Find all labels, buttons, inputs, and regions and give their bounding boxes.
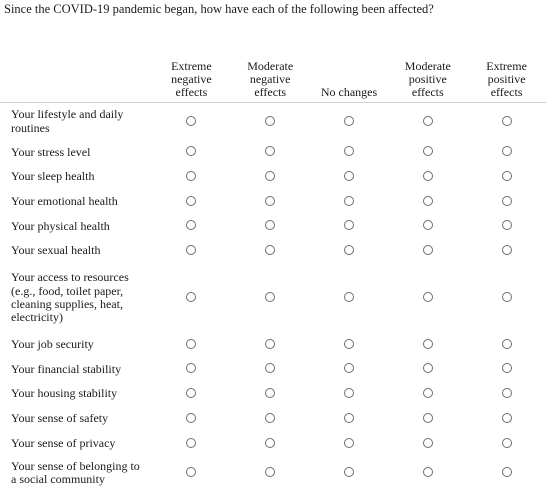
radio-cell [231,239,310,264]
column-header-extreme-positive: Extreme positive effects [467,48,546,103]
radio-cell [388,456,467,491]
radio-cell [310,189,389,214]
radio-extreme-negative[interactable] [186,171,196,181]
radio-extreme-positive[interactable] [502,196,512,206]
radio-cell [388,431,467,456]
radio-no-changes[interactable] [344,171,354,181]
radio-cell [310,263,389,332]
matrix-row [0,189,546,214]
radio-no-changes[interactable] [344,245,354,255]
radio-extreme-negative[interactable] [186,339,196,349]
matrix-row [0,165,546,190]
radio-no-changes[interactable] [344,413,354,423]
radio-cell [467,214,546,239]
radio-extreme-positive[interactable] [502,146,512,156]
radio-extreme-positive[interactable] [502,339,512,349]
matrix-rows [0,103,546,491]
radio-no-changes[interactable] [344,438,354,448]
radio-extreme-negative[interactable] [186,292,196,302]
row-label: Your job security [11,337,94,352]
radio-extreme-positive[interactable] [502,388,512,398]
row-label-header [0,48,152,103]
radio-moderate-negative[interactable] [265,388,275,398]
radio-cell [388,382,467,407]
radio-extreme-positive[interactable] [502,245,512,255]
radio-cell [152,263,231,332]
radio-extreme-negative[interactable] [186,245,196,255]
radio-moderate-positive[interactable] [423,413,433,423]
radio-cell [388,214,467,239]
radio-moderate-positive[interactable] [423,292,433,302]
row-label: Your sexual health [11,243,101,258]
radio-cell [231,382,310,407]
radio-no-changes[interactable] [344,220,354,230]
radio-cell [310,407,389,432]
radio-moderate-positive[interactable] [423,438,433,448]
radio-cell [467,165,546,190]
radio-extreme-positive[interactable] [502,292,512,302]
radio-cell [310,382,389,407]
radio-moderate-positive[interactable] [423,116,433,126]
radio-cell [152,103,231,141]
radio-cell [152,382,231,407]
radio-cell [467,239,546,264]
row-label: Your stress level [11,144,91,159]
radio-cell [231,189,310,214]
radio-cell [231,357,310,382]
radio-moderate-positive[interactable] [423,339,433,349]
radio-cell [388,165,467,190]
matrix-row [0,103,546,141]
radio-cell [152,165,231,190]
radio-moderate-negative[interactable] [265,146,275,156]
radio-cell [467,431,546,456]
radio-cell [467,407,546,432]
matrix-row [0,357,546,382]
radio-cell [388,332,467,357]
radio-moderate-negative[interactable] [265,438,275,448]
radio-extreme-positive[interactable] [502,171,512,181]
radio-cell [388,140,467,165]
radio-extreme-positive[interactable] [502,116,512,126]
radio-cell [231,103,310,141]
radio-moderate-positive[interactable] [423,196,433,206]
radio-cell [388,103,467,141]
row-label: Your lifestyle and daily routines [11,107,124,135]
row-label: Your financial stability [11,361,122,376]
radio-no-changes[interactable] [344,146,354,156]
radio-moderate-negative[interactable] [265,413,275,423]
column-header-moderate-negative: Moderate negative effects [231,48,310,103]
matrix-row [0,332,546,357]
radio-moderate-positive[interactable] [423,220,433,230]
row-label: Your sleep health [11,169,95,184]
radio-cell [310,239,389,264]
radio-extreme-positive[interactable] [502,363,512,373]
radio-moderate-positive[interactable] [423,388,433,398]
question-text: Since the COVID-19 pandemic began, how have each of the following been affected? [4,2,434,16]
row-label: Your sense of privacy [11,435,116,450]
radio-no-changes[interactable] [344,363,354,373]
radio-extreme-negative[interactable] [186,146,196,156]
radio-cell [152,189,231,214]
radio-moderate-positive[interactable] [423,467,433,477]
column-header-no-changes: No changes [310,48,389,103]
radio-cell [310,431,389,456]
radio-cell [231,431,310,456]
radio-cell [388,407,467,432]
radio-moderate-negative[interactable] [265,116,275,126]
radio-extreme-negative[interactable] [186,467,196,477]
radio-no-changes[interactable] [344,388,354,398]
row-label: Your emotional health [11,194,118,209]
row-label: Your access to resources (e.g., food, toilet paper, cleaning supplies, heat, electricity) [11,270,129,325]
radio-cell [310,140,389,165]
radio-moderate-negative[interactable] [265,292,275,302]
radio-cell [310,165,389,190]
radio-cell [388,239,467,264]
radio-cell [310,456,389,491]
radio-cell [388,357,467,382]
radio-cell [231,140,310,165]
matrix-row [0,239,546,264]
radio-cell [310,332,389,357]
radio-moderate-positive[interactable] [423,245,433,255]
radio-cell [388,189,467,214]
row-label: Your physical health [11,218,110,233]
radio-cell [152,140,231,165]
radio-moderate-negative[interactable] [265,171,275,181]
radio-cell [152,214,231,239]
radio-extreme-negative[interactable] [186,196,196,206]
radio-moderate-negative[interactable] [265,220,275,230]
likert-matrix [0,48,546,491]
radio-cell [231,214,310,239]
radio-moderate-negative[interactable] [265,363,275,373]
radio-cell [231,263,310,332]
matrix-row [0,431,546,456]
radio-extreme-positive[interactable] [502,220,512,230]
radio-no-changes[interactable] [344,339,354,349]
radio-cell [231,165,310,190]
matrix-row [0,407,546,432]
radio-cell [467,357,546,382]
radio-cell [152,332,231,357]
radio-cell [310,214,389,239]
radio-extreme-negative[interactable] [186,220,196,230]
radio-moderate-negative[interactable] [265,196,275,206]
radio-extreme-positive[interactable] [502,413,512,423]
radio-no-changes[interactable] [344,467,354,477]
matrix-row [0,263,546,332]
radio-cell [152,407,231,432]
radio-cell [231,407,310,432]
radio-extreme-negative[interactable] [186,363,196,373]
row-label: Your sense of safety [11,411,109,426]
radio-extreme-negative[interactable] [186,116,196,126]
column-header-moderate-positive: Moderate positive effects [388,48,467,103]
radio-moderate-positive[interactable] [423,363,433,373]
radio-cell [388,263,467,332]
radio-cell [152,431,231,456]
radio-cell [152,357,231,382]
radio-cell [231,456,310,491]
matrix-row [0,456,546,491]
row-label: Your sense of belonging to a social community [11,458,140,487]
radio-extreme-negative[interactable] [186,438,196,448]
column-header-extreme-negative: Extreme negative effects [152,48,231,103]
radio-moderate-negative[interactable] [265,467,275,477]
radio-cell [152,239,231,264]
radio-cell [467,382,546,407]
radio-cell [467,189,546,214]
radio-extreme-positive[interactable] [502,467,512,477]
radio-cell [467,263,546,332]
radio-cell [467,103,546,141]
radio-moderate-positive[interactable] [423,171,433,181]
column-header-row [0,48,546,103]
row-label: Your housing stability [11,386,118,401]
radio-extreme-positive[interactable] [502,438,512,448]
radio-moderate-negative[interactable] [265,339,275,349]
radio-moderate-positive[interactable] [423,146,433,156]
matrix-row [0,214,546,239]
radio-extreme-negative[interactable] [186,413,196,423]
radio-cell [310,357,389,382]
radio-cell [310,103,389,141]
radio-extreme-negative[interactable] [186,388,196,398]
radio-cell [467,332,546,357]
radio-no-changes[interactable] [344,116,354,126]
radio-no-changes[interactable] [344,292,354,302]
radio-cell [152,456,231,491]
matrix-row [0,140,546,165]
radio-cell [231,332,310,357]
matrix-row [0,382,546,407]
radio-moderate-negative[interactable] [265,245,275,255]
radio-cell [467,140,546,165]
radio-cell [467,456,546,491]
radio-no-changes[interactable] [344,196,354,206]
